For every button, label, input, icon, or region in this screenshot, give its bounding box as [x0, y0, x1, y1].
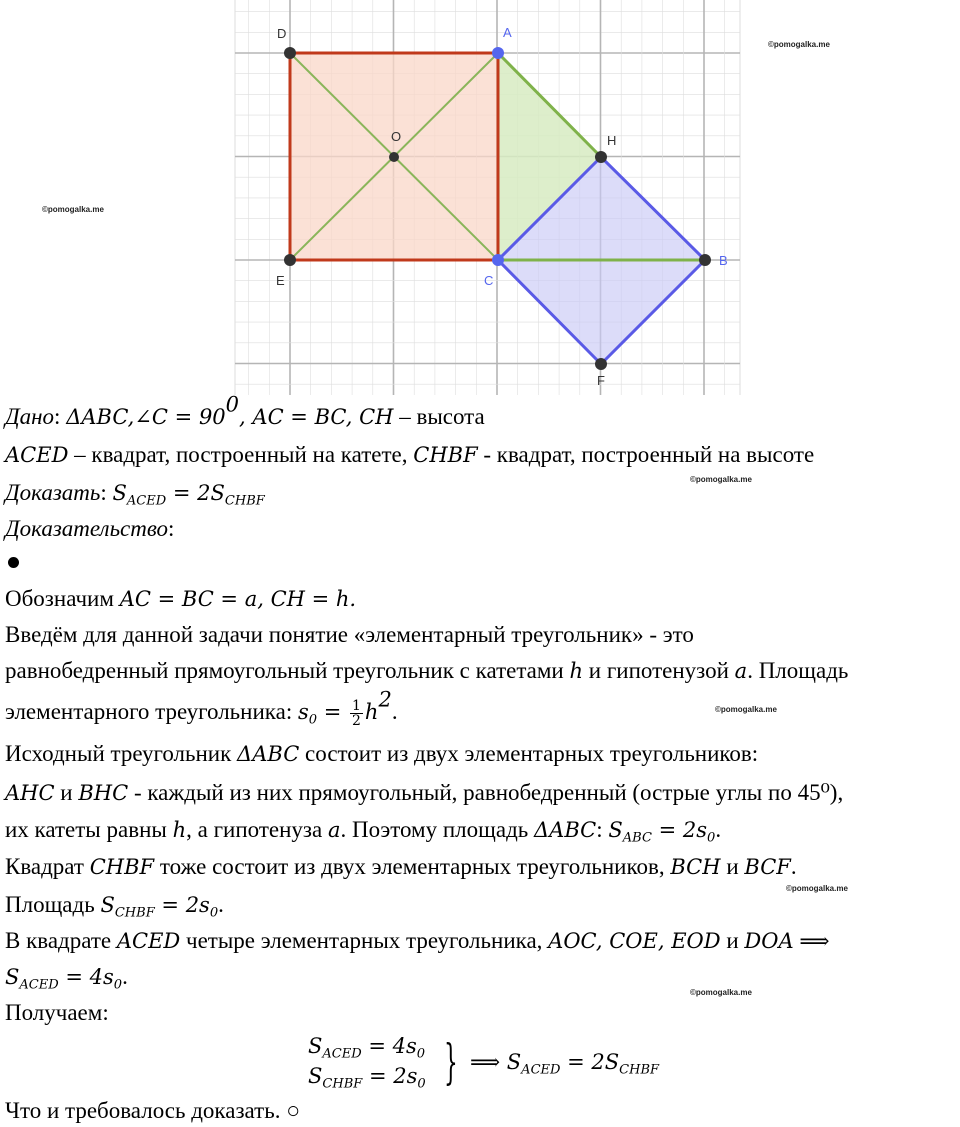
point-a [492, 47, 504, 59]
paragraph-10: В квадрате ACED четыре элементарных треугольника, AOC, COE, EOD и DOA ⟹ [5, 928, 830, 953]
label-h: H [607, 133, 617, 148]
watermark: ©pomogalka.me [768, 40, 830, 49]
system-row-1: $S_{ACED} = 4s_0$ [308, 1034, 426, 1062]
paragraph-1: Обозначим AC = BC = a, CH = h. [5, 586, 357, 611]
paragraph-7: их катеты равны h, а гипотенуза a. Поэтому площадь ΔABC: $S_{ABC} = 2s_0$. [5, 817, 722, 846]
label-o: O [391, 129, 402, 144]
label-b: B [719, 253, 728, 268]
paragraph-8: Квадрат CHBF тоже состоит из двух элементарных треугольников, BCH и BCF. [5, 854, 797, 879]
watermark: ©pomogalka.me [786, 884, 848, 893]
point-e [284, 254, 296, 266]
paragraph-5: Исходный треугольник ΔABC состоит из двух элементарных треугольников: [5, 741, 759, 766]
label-e: E [276, 273, 285, 288]
paragraph-2: Введём для данной задачи понятие «элементарный треугольник» - это [5, 622, 694, 647]
paragraph-6: AHC и BHC - каждый из них прямоугольный, равнобедренный (острые углы по 45⁰), [5, 780, 844, 805]
prove-line: Доказать: $S_{ACED} = 2S_{CHBF}$ [5, 480, 265, 509]
paragraph-4: элементарного треугольника: $s_0$ = $\frac{1}{2}$ $h^2$. [5, 687, 398, 730]
watermark: ©pomogalka.me [42, 205, 104, 214]
watermark: ©pomogalka.me [715, 705, 777, 714]
watermark: ©pomogalka.me [690, 475, 752, 484]
paragraph-3: равнобедренный прямоугольный треугольник с катетами h и гипотенузой a. Площадь [5, 658, 849, 683]
system-result: ⟹ $S_{ACED} = 2S_{CHBF}$ [470, 1050, 660, 1078]
point-d [284, 47, 296, 59]
fraction-one-half: $\frac{1}{2}$ [351, 698, 361, 730]
point-f [595, 358, 607, 370]
paragraph-11: $S_{ACED} = 4s_0$. [5, 964, 128, 993]
system-row-2: $S_{CHBF} = 2s_0$ [308, 1064, 426, 1092]
point-c [492, 254, 504, 266]
point-h [595, 151, 607, 163]
aced-chbf-line: ACED – квадрат, построенный на катете, CHBF - квадрат, построенный на высоте [5, 442, 815, 467]
point-o [389, 152, 399, 162]
label-f: F [597, 373, 605, 388]
geometry-figure [0, 0, 960, 400]
given-line: Дано: ΔABC,∠C = $90^0$, AC = BC, CH – высота [5, 392, 485, 429]
equation-system [308, 1032, 688, 1094]
proof-heading: Доказательство: [5, 516, 175, 541]
paragraph-12: Получаем: [5, 1000, 109, 1025]
watermark: ©pomogalka.me [690, 988, 752, 997]
paragraph-9: Площадь $S_{CHBF} = 2s_0$. [5, 892, 224, 921]
right-brace: } [444, 1034, 458, 1090]
bullet [8, 557, 19, 568]
label-c: C [484, 273, 494, 288]
label-d: D [277, 26, 287, 41]
point-b [699, 254, 711, 266]
conclusion: Что и требовалось доказать. ○ [5, 1098, 301, 1123]
label-a: A [503, 25, 512, 40]
